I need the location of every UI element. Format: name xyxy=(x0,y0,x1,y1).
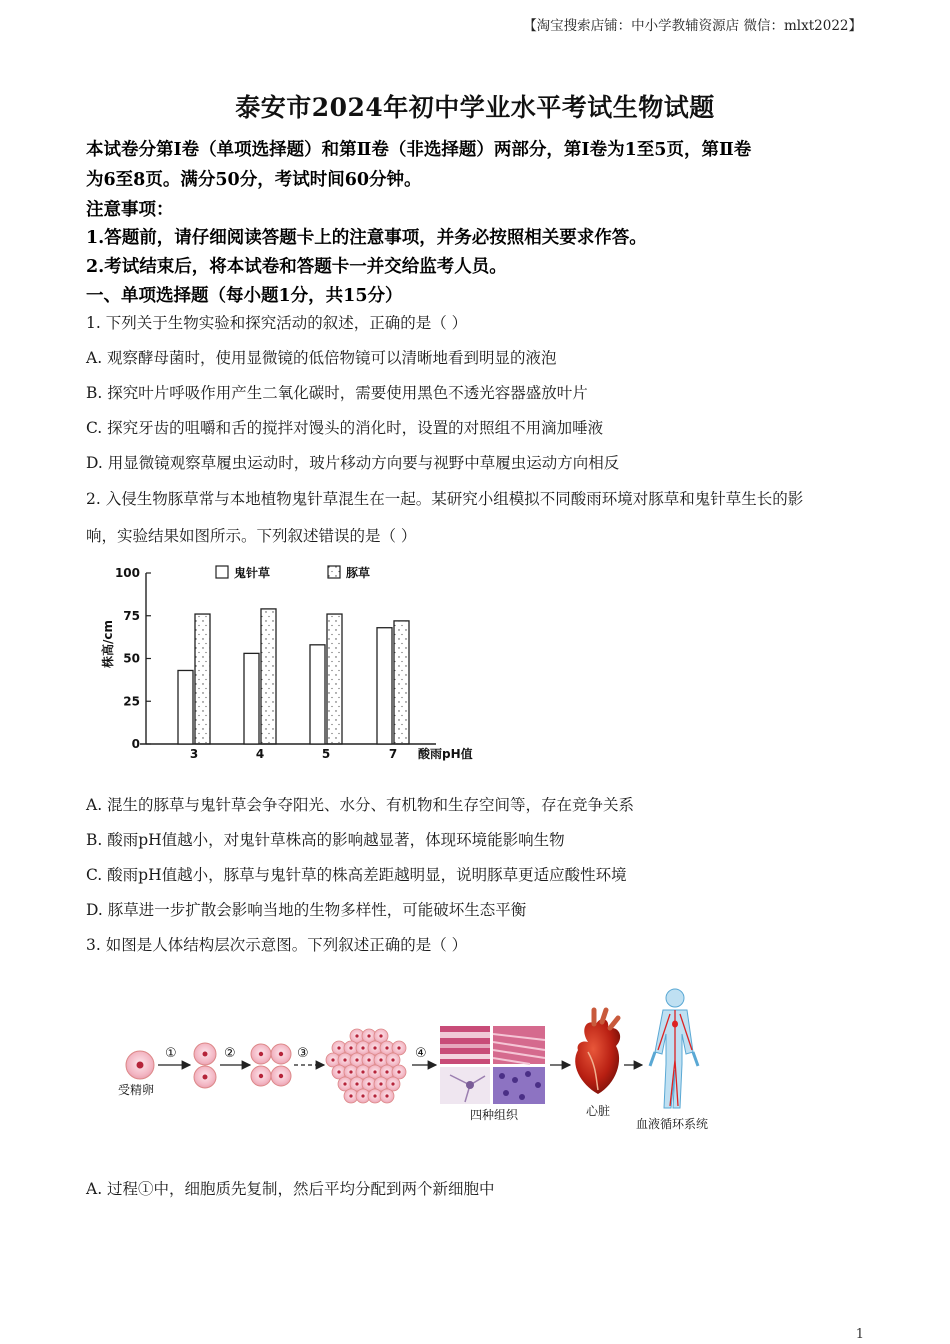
cluster-cell-nucleus xyxy=(397,1046,400,1049)
cluster-cell-nucleus xyxy=(355,1082,358,1085)
cluster-cell-nucleus xyxy=(379,1058,382,1061)
cluster-cell-nucleus xyxy=(331,1058,334,1061)
heart-label: 心脏 xyxy=(586,1104,611,1118)
x-axis-label: 酸雨pH值 xyxy=(418,747,473,761)
cluster-cell-nucleus xyxy=(349,1070,352,1073)
x-tick-label: 3 xyxy=(189,747,199,761)
cluster-cell-nucleus xyxy=(391,1058,394,1061)
cluster-cell-nucleus xyxy=(367,1058,370,1061)
circulatory-system-label: 血液循环系统 xyxy=(636,1117,709,1131)
cluster-cell-nucleus xyxy=(361,1070,364,1073)
plant-height-bar-chart xyxy=(96,556,496,772)
step-2-label: ② xyxy=(224,1046,236,1061)
bar-tuncao xyxy=(195,614,210,744)
two-cell-stage xyxy=(194,1043,216,1088)
question-2-stem-line-1: 2. 入侵生物豚草常与本地植物鬼针草混生在一起。某研究小组模拟不同酸雨环境对豚草和鬼针草生长的影 xyxy=(86,490,804,508)
four-tissues-label: 四种组织 xyxy=(470,1108,519,1122)
question-3-stem: 3. 如图是人体结构层次示意图。下列叙述正确的是（ ） xyxy=(86,936,468,954)
bar-tuncao xyxy=(261,609,276,744)
body-structure-diagram xyxy=(110,980,730,1140)
cluster-cell-nucleus xyxy=(337,1046,340,1049)
cluster-cell-nucleus xyxy=(373,1094,376,1097)
question-2-stem-line-2: 响，实验结果如图所示。下列叙述错误的是（ ） xyxy=(86,527,417,545)
body-heart-icon xyxy=(672,1021,678,1028)
legend-label-tuncao: 豚草 xyxy=(346,566,371,580)
step-3-label: ③ xyxy=(297,1046,309,1061)
cluster-cell-nucleus xyxy=(391,1082,394,1085)
cluster-cell-nucleus xyxy=(343,1058,346,1061)
notice-item-2: 2.考试结束后，将本试卷和答题卡一并交给监考人员。 xyxy=(86,257,507,277)
intro-line-1: 本试卷分第Ⅰ卷（单项选择题）和第Ⅱ卷（非选择题）两部分，第Ⅰ卷为1至5页，第Ⅱ卷 xyxy=(86,140,752,160)
page-title: 泰安市2024年初中学业水平考试生物试题 xyxy=(235,93,715,122)
cluster-cell-nucleus xyxy=(361,1094,364,1097)
question-1-stem: 1. 下列关于生物实验和探究活动的叙述，正确的是（ ） xyxy=(86,314,468,332)
four-tissues-images xyxy=(440,1026,545,1104)
bar-tuncao xyxy=(394,621,409,744)
fertilized-egg-cell xyxy=(126,1051,154,1079)
fertilized-egg-label: 受精卵 xyxy=(118,1083,155,1097)
x-tick-label: 5 xyxy=(321,747,331,761)
y-tick-label: 75 xyxy=(123,608,140,623)
human-body-image xyxy=(650,989,698,1108)
y-tick-label: 50 xyxy=(123,651,140,666)
cluster-cell-nucleus xyxy=(385,1094,388,1097)
bar-guizhencao xyxy=(244,653,259,744)
header-watermark: 【淘宝搜索店铺：中小学教辅资源店 微信：mlxt2022】 xyxy=(523,18,862,34)
cluster-cell-nucleus xyxy=(385,1070,388,1073)
question-1-option-d: D. 用显微镜观察草履虫运动时，玻片移动方向要与视野中草履虫运动方向相反 xyxy=(86,454,620,472)
legend-label-guizhencao: 鬼针草 xyxy=(234,566,271,580)
y-tick-label: 25 xyxy=(123,694,140,709)
cluster-cell-nucleus xyxy=(397,1070,400,1073)
bar-tuncao xyxy=(327,614,342,744)
question-2-option-d: D. 豚草进一步扩散会影响当地的生物多样性，可能破坏生态平衡 xyxy=(86,901,527,919)
bar-guizhencao xyxy=(377,628,392,744)
four-cell-stage xyxy=(251,1044,291,1086)
cluster-cell-nucleus xyxy=(355,1058,358,1061)
question-1-option-a: A. 观察酵母菌时，使用显微镜的低倍物镜可以清晰地看到明显的液泡 xyxy=(86,349,557,367)
step-4-label: ④ xyxy=(415,1046,427,1061)
notice-heading: 注意事项： xyxy=(86,200,174,220)
notice-item-1: 1.答题前，请仔细阅读答题卡上的注意事项，并务必按照相关要求作答。 xyxy=(86,228,647,248)
cluster-cell-nucleus xyxy=(379,1082,382,1085)
legend-swatch-guizhencao xyxy=(216,566,228,578)
cluster-cell-nucleus xyxy=(373,1070,376,1073)
cell-cluster xyxy=(326,1029,406,1103)
cluster-cell-nucleus xyxy=(367,1082,370,1085)
cluster-cell-nucleus xyxy=(379,1034,382,1037)
x-tick-label: 4 xyxy=(255,747,265,761)
legend-swatch-tuncao xyxy=(328,566,340,578)
question-1-option-c: C. 探究牙齿的咀嚼和舌的搅拌对馒头的消化时，设置的对照组不用滴加唾液 xyxy=(86,419,604,437)
cluster-cell-nucleus xyxy=(343,1082,346,1085)
x-tick-label: 7 xyxy=(388,747,398,761)
heart-image xyxy=(575,1010,620,1094)
bar-guizhencao xyxy=(178,670,193,744)
cluster-cell-nucleus xyxy=(349,1046,352,1049)
question-2-option-c: C. 酸雨pH值越小，豚草与鬼针草的株高差距越明显，说明豚草更适应酸性环境 xyxy=(86,866,627,884)
question-1-option-b: B. 探究叶片呼吸作用产生二氧化碳时，需要使用黑色不透光容器盛放叶片 xyxy=(86,384,588,402)
cluster-cell-nucleus xyxy=(373,1046,376,1049)
cluster-cell-nucleus xyxy=(361,1046,364,1049)
y-axis-label: 株高/cm xyxy=(101,619,115,669)
cluster-cell-nucleus xyxy=(355,1034,358,1037)
question-2-option-b: B. 酸雨pH值越小，对鬼针草株高的影响越显著，体现环境能影响生物 xyxy=(86,831,565,849)
page-number: 1 xyxy=(855,1327,864,1342)
y-tick-label: 100 xyxy=(114,566,140,580)
step-1-label: ① xyxy=(165,1046,177,1061)
cluster-cell-nucleus xyxy=(385,1046,388,1049)
cluster-cell-nucleus xyxy=(367,1034,370,1037)
question-2-option-a: A. 混生的豚草与鬼针草会争夺阳光、水分、有机物和生存空间等，存在竞争关系 xyxy=(86,796,635,814)
section-heading: 一、单项选择题（每小题1分，共15分） xyxy=(86,286,403,306)
cluster-cell-nucleus xyxy=(349,1094,352,1097)
intro-line-2: 为6至8页。满分50分，考试时间60分钟。 xyxy=(86,170,422,190)
cluster-cell-nucleus xyxy=(337,1070,340,1073)
y-tick-label: 0 xyxy=(131,737,140,751)
bar-guizhencao xyxy=(310,645,325,744)
question-3-option-a: A. 过程①中，细胞质先复制，然后平均分配到两个新细胞中 xyxy=(86,1180,495,1198)
